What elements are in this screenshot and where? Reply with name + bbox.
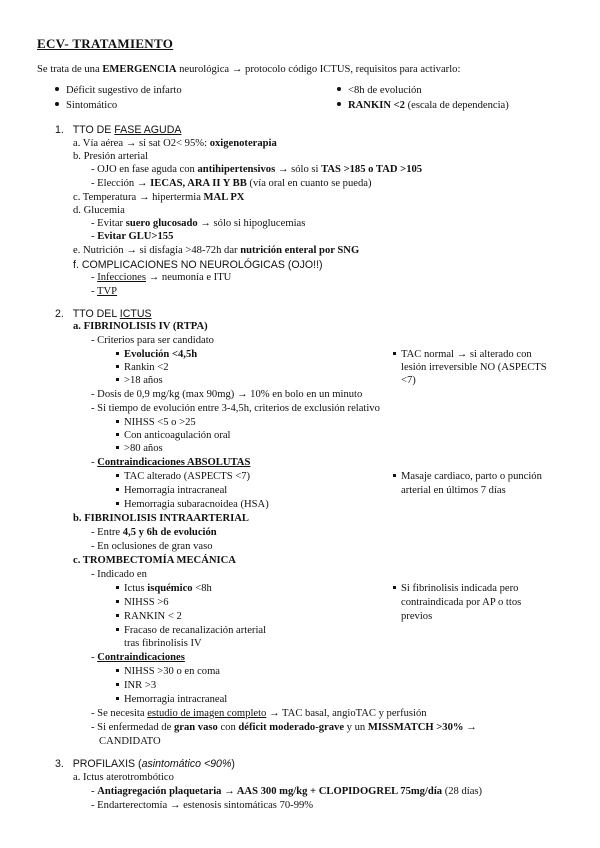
s2-item-b2: - En oclusiones de gran vaso — [91, 541, 213, 552]
s2-item-b1: - Entre 4,5 y 6h de evolución — [91, 527, 217, 538]
s1-item-f2: - TVP — [91, 286, 118, 297]
square-bullet-icon — [116, 614, 119, 617]
square-bullet-icon — [116, 502, 119, 505]
square-bullet-icon — [116, 365, 119, 368]
s1-item-b: b. Presión arterial — [73, 151, 149, 162]
s1-item-d1: - Evitar suero glucosado → sólo si hipoglucemias — [91, 218, 306, 229]
bullet-icon — [337, 102, 341, 106]
s2-c-contra-label: - Contraindicaciones — [91, 652, 185, 663]
intro-post: neurológica → protocolo código ICTUS, requisitos para activarlo: — [176, 64, 461, 75]
s2-c-contra-item: INR >3 — [116, 680, 156, 692]
section-title-underlined: FASE AGUDA — [114, 124, 182, 136]
section-title-pre: TTO DE — [72, 124, 115, 136]
s2-relative: - Si tiempo de evolución entre 3-4,5h, criterios de exclusión relativo — [91, 403, 380, 414]
intro-line — [37, 64, 460, 76]
s2-contra-label: - Contraindicaciones ABSOLUTAS — [91, 457, 251, 468]
requirement-bold: RANKIN <2 — [348, 100, 405, 111]
requirement-item — [337, 100, 509, 112]
square-bullet-icon — [116, 669, 119, 672]
square-bullet-icon — [116, 352, 119, 355]
s2-contra-item: Hemorragia intracraneal — [116, 485, 227, 497]
s2-criteria-item: Rankin <2 — [116, 362, 169, 374]
s2-c-contra-item: NIHSS >30 o en coma — [116, 666, 220, 678]
s2-criteria-item: Evolución <4,5h — [116, 349, 197, 361]
page-title: ECV- TRATAMIENTO — [37, 36, 174, 51]
s2-relative-item: >80 años — [116, 443, 163, 455]
intro-emphasis: EMERGENCIA — [102, 64, 177, 75]
s2-imaging: - Se necesita estudio de imagen completo → TAC basal, angioTAC y perfusión — [91, 708, 427, 719]
bullet-icon — [55, 87, 59, 91]
square-bullet-icon — [116, 697, 119, 700]
s1-item-e: e. Nutrición → si disfagia >48-72h dar nutrición enteral por SNG — [73, 245, 360, 256]
s1-item-f: f. COMPLICACIONES NO NEUROLÓGICAS (OJO!!) — [73, 259, 323, 271]
square-bullet-icon — [116, 488, 119, 491]
s1-item-d: d. Glucemia — [73, 205, 125, 216]
square-bullet-icon — [116, 433, 119, 436]
square-bullet-icon — [116, 378, 119, 381]
section-number: 2. — [55, 308, 64, 320]
s2-contra-item: Hemorragia subaracnoidea (HSA) — [116, 499, 269, 511]
s2-criteria-right: lesión irreversible NO (ASPECTS — [401, 362, 547, 373]
s3-item-a: a. Ictus aterotrombótico — [73, 772, 174, 783]
square-bullet-icon — [116, 600, 119, 603]
s2-ind-item: RANKIN < 2 — [116, 611, 182, 623]
square-bullet-icon — [116, 446, 119, 449]
square-bullet-icon — [116, 420, 119, 423]
square-bullet-icon — [393, 474, 396, 477]
requirement-item — [55, 85, 182, 97]
intro-pre: Se trata de una — [37, 64, 103, 75]
s2-criteria-item: >18 años — [116, 375, 163, 387]
square-bullet-icon — [116, 628, 119, 631]
requirement-item — [337, 85, 422, 97]
square-bullet-icon — [116, 586, 119, 589]
square-bullet-icon — [116, 474, 119, 477]
s2-relative-item: NIHSS <5 o >25 — [116, 417, 196, 429]
s2-ind-item: Fracaso de recanalización arterial — [116, 625, 266, 637]
requirement-text: <8h de evolución — [348, 85, 422, 96]
s2-criteria: - Criterios para ser candidato — [91, 335, 214, 346]
s2-c-contra-item: Hemorragia intracraneal — [116, 694, 227, 706]
s3-item-a1: - Antiagregación plaquetaria → AAS 300 mg/kg + CLOPIDOGREL 75mg/día (28 días) — [91, 786, 483, 797]
square-bullet-icon — [116, 683, 119, 686]
s3-item-a2: - Endarterectomía → estenosis sintomáticas 70-99% — [91, 800, 314, 811]
s2-contra-item: TAC alterado (ASPECTS <7) — [116, 471, 250, 483]
s2-item-a: a. FIBRINOLISIS IV (RTPA) — [73, 321, 208, 332]
s2-large-vessel-cont: CANDIDATO — [99, 736, 161, 747]
s1-item-b2: - Elección → IECAS, ARA II Y BB (vía oral en cuanto se pueda) — [91, 178, 372, 189]
s2-item-c: c. TROMBECTOMÍA MECÁNICA — [73, 555, 236, 566]
s2-contra-right: Masaje cardiaco, parto o punción — [393, 471, 542, 483]
s2-relative-item: Con anticoagulación oral — [116, 430, 231, 442]
section-title-underlined: ICTUS — [119, 308, 152, 320]
requirement-item — [55, 100, 117, 112]
bullet-icon — [337, 87, 341, 91]
square-bullet-icon — [393, 586, 396, 589]
s2-criteria-right: <7) — [401, 375, 416, 386]
s1-item-a: a. Vía aérea → si sat O2< 95%: oxigenoterapia — [73, 138, 277, 149]
s2-ind-item: NIHSS >6 — [116, 597, 169, 609]
s2-indicated: - Indicado en — [91, 569, 147, 580]
section-number: 1. — [55, 124, 64, 136]
s2-ind-item: Ictus isquémico <8h — [116, 583, 212, 595]
s2-criteria-right: TAC normal → si alterado con — [393, 349, 532, 361]
s1-item-b1: - OJO en fase aguda con antihipertensivos → sólo si TAS >185 o TAD >105 — [91, 164, 423, 175]
s2-ind-item-cont: tras fibrinolisis IV — [124, 638, 202, 649]
requirement-text: Déficit sugestivo de infarto — [66, 85, 182, 96]
section-number: 3. — [55, 758, 64, 770]
s1-item-f1: - Infecciones → neumonía e ITU — [91, 272, 232, 283]
s2-large-vessel: - Si enfermedad de gran vaso con déficit moderado-grave y un MISSMATCH >30% → — [91, 722, 477, 733]
section-2-heading — [55, 308, 152, 320]
section-3-heading: 3. PROFILAXIS (asintomático <90%) — [55, 758, 235, 770]
s2-contra-right: arterial en últimos 7 días — [401, 485, 506, 496]
section-1-heading — [55, 124, 181, 136]
s1-item-c: c. Temperatura → hipertermia MAL PX — [73, 192, 245, 203]
s1-item-d2: - Evitar GLU>155 — [91, 231, 174, 242]
requirement-text: (escala de dependencia) — [404, 100, 509, 111]
bullet-icon — [55, 102, 59, 106]
s2-ind-right: Si fibrinolisis indicada pero — [393, 583, 518, 595]
requirement-text: Sintomático — [66, 100, 118, 111]
s2-item-b: b. FIBRINOLISIS INTRAARTERIAL — [73, 513, 249, 524]
section-title-pre: TTO DEL — [72, 308, 120, 320]
s2-dose: - Dosis de 0,9 mg/kg (max 90mg) → 10% en bolo en un minuto — [91, 389, 363, 400]
square-bullet-icon — [393, 352, 396, 355]
s2-ind-right: previos — [401, 611, 433, 622]
s2-ind-right: contraindicada por AP o ttos — [401, 597, 522, 608]
